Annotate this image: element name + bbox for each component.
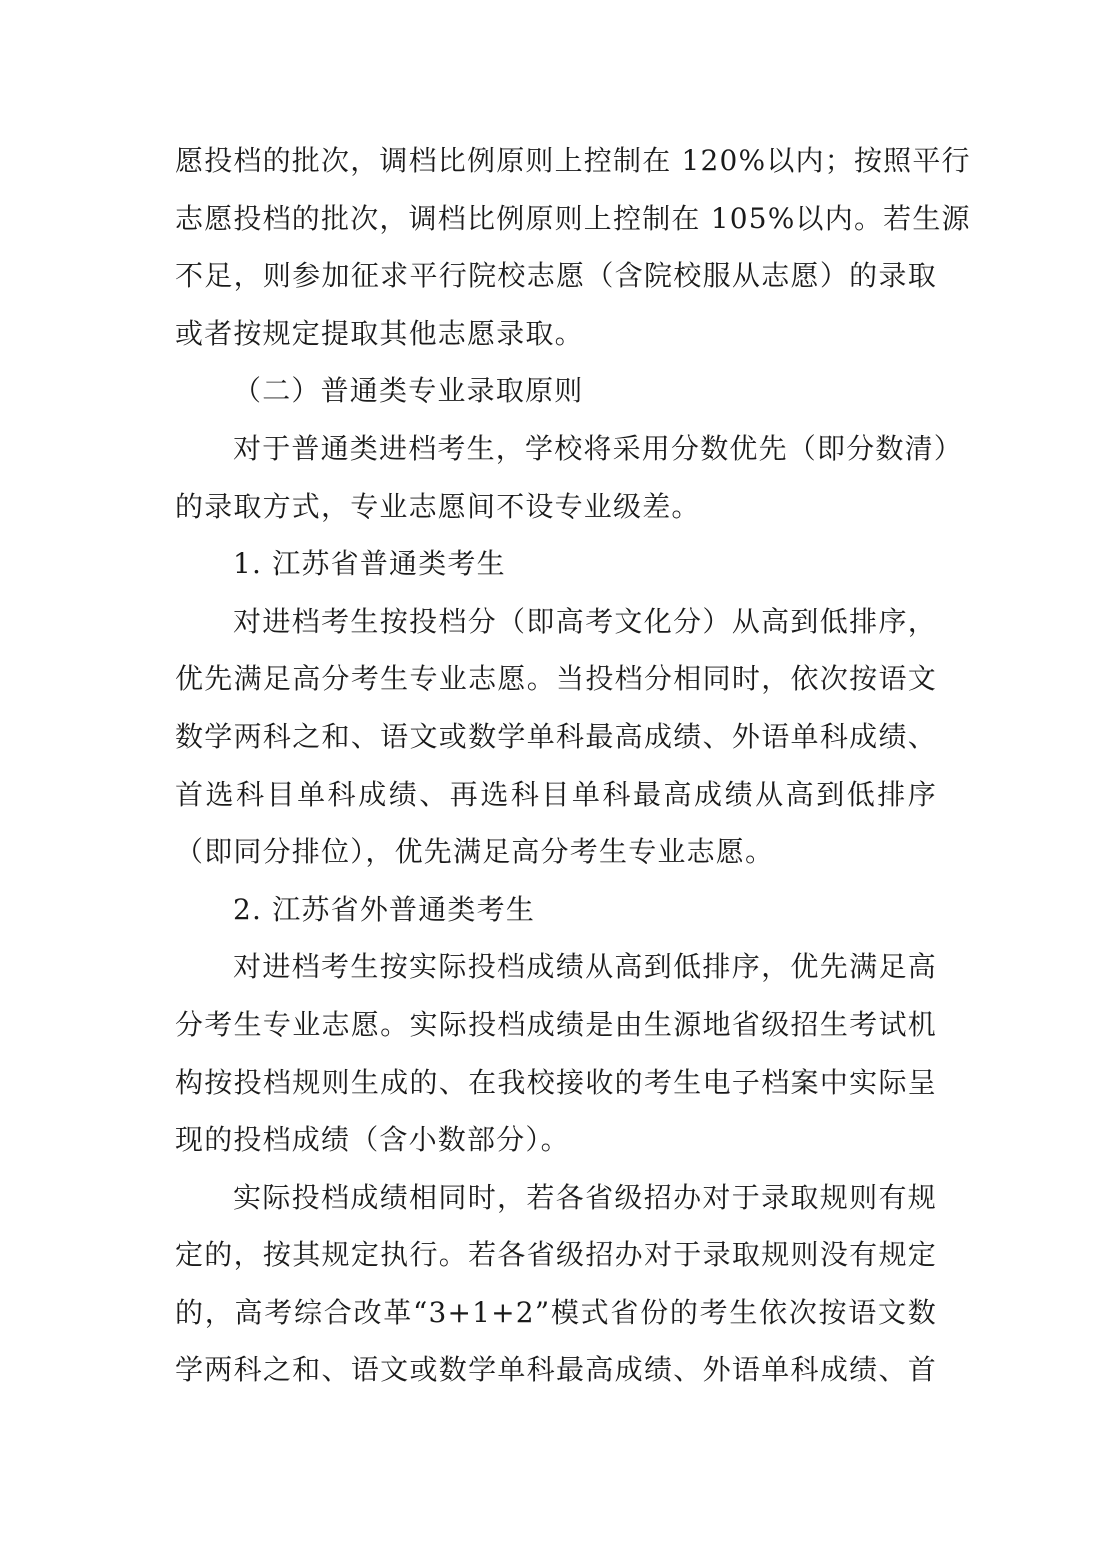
text-line: 学两科之和、语文或数学单科最高成绩、外语单科成绩、首 [175,1353,937,1387]
document-body [175,138,971,1405]
text-line: 或者按规定提取其他志愿录取。 [175,316,584,350]
text-line: 志愿投档的批次，调档比例原则上控制在 105%以内。若生源 [175,201,971,235]
text-line: 构按投档规则生成的、在我校接收的考生电子档案中实际呈 [175,1065,937,1099]
subheading-jiangsu-students: 1. 江苏省普通类考生 [233,547,506,581]
text-line: 的录取方式，专业志愿间不设专业级差。 [175,489,701,523]
text-line: 对进档考生按实际投档成绩从高到低排序，优先满足高 [233,950,937,984]
text-line: 对进档考生按投档分（即高考文化分）从高到低排序， [233,604,937,638]
text-line: 首选科目单科成绩、再选科目单科最高成绩从高到低排序 [175,777,937,811]
text-line: 定的，按其规定执行。若各省级招办对于录取规则没有规定 [175,1238,937,1272]
text-line: 对于普通类进档考生，学校将采用分数优先（即分数清） [233,431,964,465]
text-line: （即同分排位），优先满足高分考生专业志愿。 [175,835,775,869]
text-line: 现的投档成绩（含小数部分）。 [175,1123,570,1157]
text-line: 分考生专业志愿。实际投档成绩是由生源地省级招生考试机 [175,1007,937,1041]
text-line: 优先满足高分考生专业志愿。当投档分相同时，依次按语文 [175,662,937,696]
text-line: 愿投档的批次，调档比例原则上控制在 120%以内；按照平行 [175,144,971,177]
text-line: 的，高考综合改革“3+1+2”模式省份的考生依次按语文数 [175,1295,937,1329]
text-line: 实际投档成绩相同时，若各省级招办对于录取规则有规 [233,1180,937,1214]
text-line: 不足，则参加征求平行院校志愿（含院校服从志愿）的录取 [175,259,937,293]
section-heading-general-admission: （二）普通类专业录取原则 [233,374,584,408]
text-line: 数学两科之和、语文或数学单科最高成绩、外语单科成绩、 [175,719,937,753]
subheading-out-of-province-students: 2. 江苏省外普通类考生 [233,892,536,926]
